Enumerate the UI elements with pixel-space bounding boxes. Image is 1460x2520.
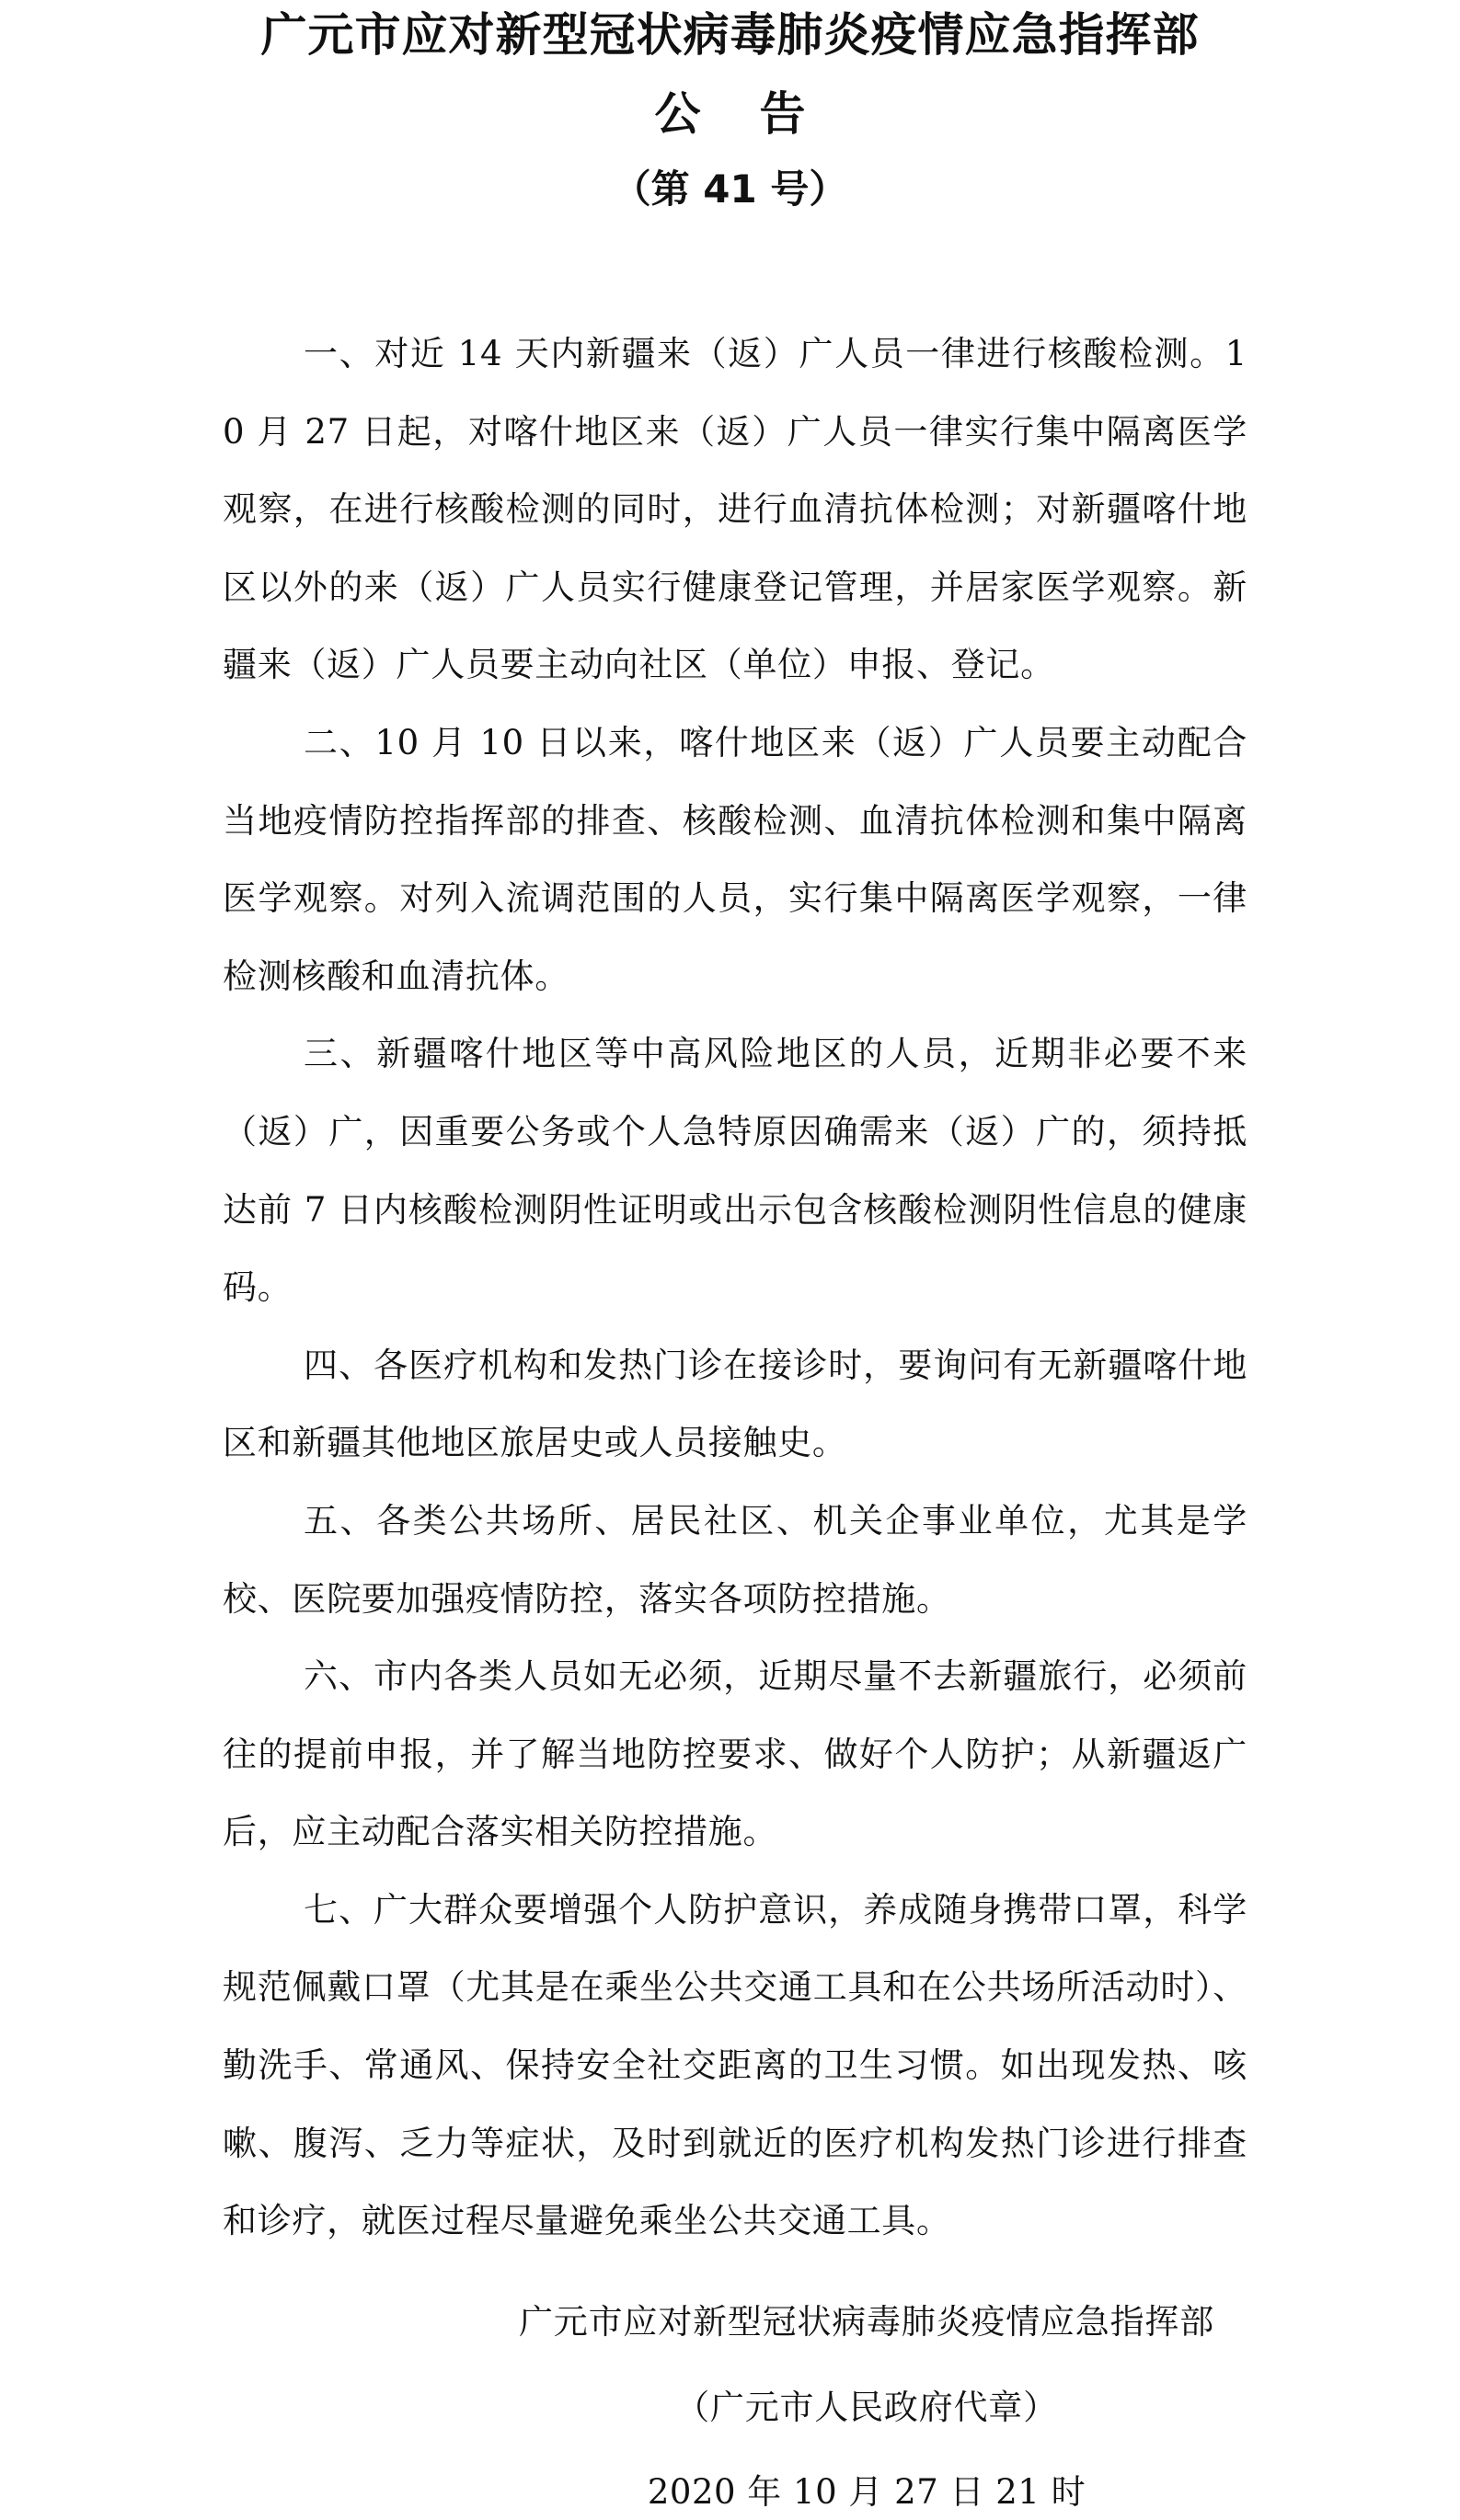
paragraph-4: 四、各医疗机构和发热门诊在接诊时，要询问有无新疆喀什地区和新疆其他地区旅居史或人员接触史。 — [223, 1345, 1247, 1463]
signature-organization: 广元市应对新型冠状病毒肺炎疫情应急指挥部 — [519, 2302, 1214, 2342]
paragraph-7: 七、广大群众要增强个人防护意识，养成随身携带口罩，科学规范佩戴口罩（尤其是在乘坐公共交通工具和在公共场所活动时）、勤洗手、常通风、保持安全社交距离的卫生习惯。如出现发热、咳嗽、腹泻、乏力等症状，及时到就近的医疗机构发热门诊进行排查和诊疗，就医过程尽量避免乘坐公共交通工具。 — [223, 1889, 1247, 2241]
document-number: （第 41 号） — [612, 166, 848, 212]
paragraph-6: 六、市内各类人员如无必须，近期尽量不去新疆旅行，必须前往的提前申报，并了解当地防控要求、做好个人防护；从新疆返广后，应主动配合落实相关防控措施。 — [223, 1656, 1247, 1852]
document-title: 广元市应对新型冠状病毒肺炎疫情应急指挥部 — [260, 8, 1200, 62]
signature-date: 2020 年 10 月 27 日 21 时 — [647, 2472, 1086, 2512]
document-subtitle: 公告 — [654, 87, 865, 141]
paragraph-3: 三、新疆喀什地区等中高风险地区的人员，近期非必要不来（返）广，因重要公务或个人急特原因确需来（返）广的，须持抵达前 7 日内核酸检测阴性证明或出示包含核酸检测阴性信息的健康码。 — [223, 1034, 1247, 1308]
paragraph-1: 一、对近 14 天内新疆来（返）广人员一律进行核酸检测。10 月 27 日起，对喀什地区来（返）广人员一律实行集中隔离医学观察，在进行核酸检测的同时，进行血清抗体检测；对新疆喀什地区以外的来（返）广人员实行健康登记管理，并居家医学观察。新疆来（返）广人员要主动向社区（单位）申报、登记。 — [223, 334, 1247, 685]
paragraph-5: 五、各类公共场所、居民社区、机关企事业单位，尤其是学校、医院要加强疫情防控，落实各项防控措施。 — [223, 1500, 1247, 1619]
document-body — [223, 315, 1247, 2261]
signature-seal-note: （广元市人民政府代章） — [675, 2388, 1058, 2427]
paragraph-2: 二、10 月 10 日以来，喀什地区来（返）广人员要主动配合当地疫情防控指挥部的排查、核酸检测、血清抗体检测和集中隔离医学观察。对列入流调范围的人员，实行集中隔离医学观察，一律检测核酸和血清抗体。 — [223, 722, 1247, 996]
